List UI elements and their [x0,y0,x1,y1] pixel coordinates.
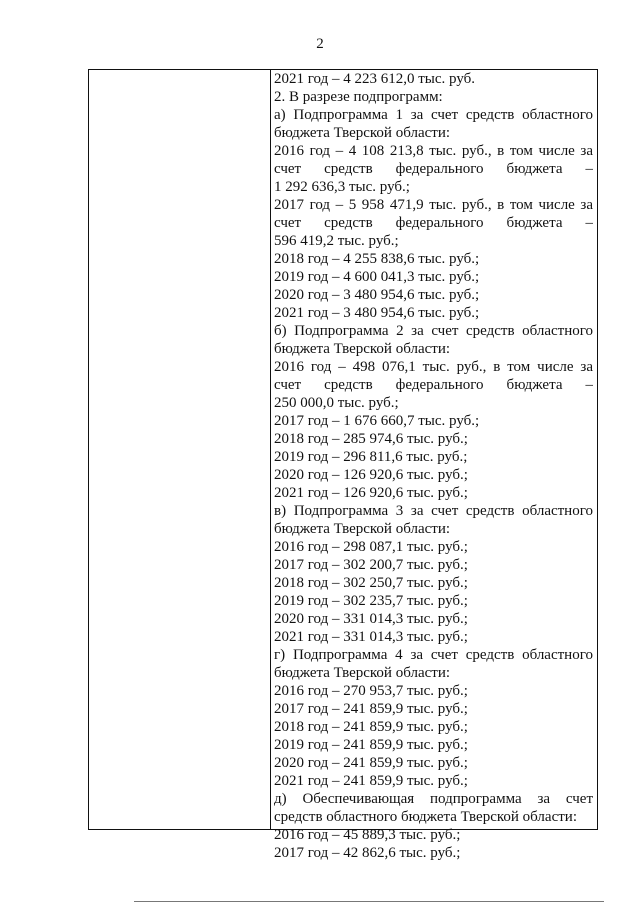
table-right-cell [271,70,597,862]
table-line: 2017 год – 1 676 660,7 тыс. руб.; [274,413,480,429]
table-line: 2017 год – 302 200,7 тыс. руб.; [274,557,468,573]
table-line: 2020 год – 241 859,9 тыс. руб.; [274,755,468,771]
table-line: 2017 год – 5 958 471,9 тыс. руб., в том числе за [274,197,593,213]
table-line: 2016 год – 4 108 213,8 тыс. руб., в том числе за [274,143,593,159]
table-line: бюджета Тверской области: [274,341,451,357]
table-line: д) Обеспечивающая подпрограмма за счет [274,791,593,807]
table-line: 2019 год – 241 859,9 тыс. руб.; [274,737,468,753]
table-line: г) Подпрограмма 4 за счет средств областного [274,647,593,663]
table-line: 2019 год – 4 600 041,3 тыс. руб.; [274,269,480,285]
table-line: 2020 год – 126 920,6 тыс. руб.; [274,467,468,483]
table-line: счет средств федерального бюджета – [274,377,593,393]
table-left-cell [89,70,271,829]
table-line: 2019 год – 302 235,7 тыс. руб.; [274,593,468,609]
table-line: 2018 год – 285 974,6 тыс. руб.; [274,431,468,447]
table-line: 1 292 636,3 тыс. руб.; [274,179,410,195]
table-line: б) Подпрограмма 2 за счет средств областного [274,323,593,339]
scan-bottom-rule [134,901,604,902]
table-line: 2016 год – 298 087,1 тыс. руб.; [274,539,468,555]
table-line: бюджета Тверской области: [274,521,451,537]
table-line: 596 419,2 тыс. руб.; [274,233,399,249]
table-line: 2018 год – 241 859,9 тыс. руб.; [274,719,468,735]
table-line: 2. В разрезе подпрограмм: [274,89,443,105]
table-line: 2016 год – 498 076,1 тыс. руб., в том числе за [274,359,593,375]
table-line: 2019 год – 296 811,6 тыс. руб.; [274,449,468,465]
table-line: 2021 год – 241 859,9 тыс. руб.; [274,773,468,789]
table-line: бюджета Тверской области: [274,665,451,681]
funding-table [88,69,598,861]
table-line: 2021 год – 4 223 612,0 тыс. руб. [274,71,476,87]
table-line: 2018 год – 302 250,7 тыс. руб.; [274,575,468,591]
table-line: 2017 год – 42 862,6 тыс. руб.; [274,845,461,861]
page-number: 2 [316,36,324,52]
table-line: 2021 год – 331 014,3 тыс. руб.; [274,629,468,645]
table-line: 2018 год – 4 255 838,6 тыс. руб.; [274,251,480,267]
table-line: 2021 год – 126 920,6 тыс. руб.; [274,485,468,501]
table-line: 250 000,0 тыс. руб.; [274,395,399,411]
table-line: счет средств федерального бюджета – [274,161,593,177]
table-line: 2020 год – 331 014,3 тыс. руб.; [274,611,468,627]
table-line: бюджета Тверской области: [274,125,451,141]
table-line: 2020 год – 3 480 954,6 тыс. руб.; [274,287,480,303]
table-line: 2021 год – 3 480 954,6 тыс. руб.; [274,305,480,321]
table-line: средств областного бюджета Тверской области: [274,809,577,825]
table-line: счет средств федерального бюджета – [274,215,593,231]
table-line: 2017 год – 241 859,9 тыс. руб.; [274,701,468,717]
table-line: 2016 год – 45 889,3 тыс. руб.; [274,827,461,843]
table-line: а) Подпрограмма 1 за счет средств областного [274,107,593,123]
table-line: в) Подпрограмма 3 за счет средств областного [274,503,593,519]
table-line: 2016 год – 270 953,7 тыс. руб.; [274,683,468,699]
